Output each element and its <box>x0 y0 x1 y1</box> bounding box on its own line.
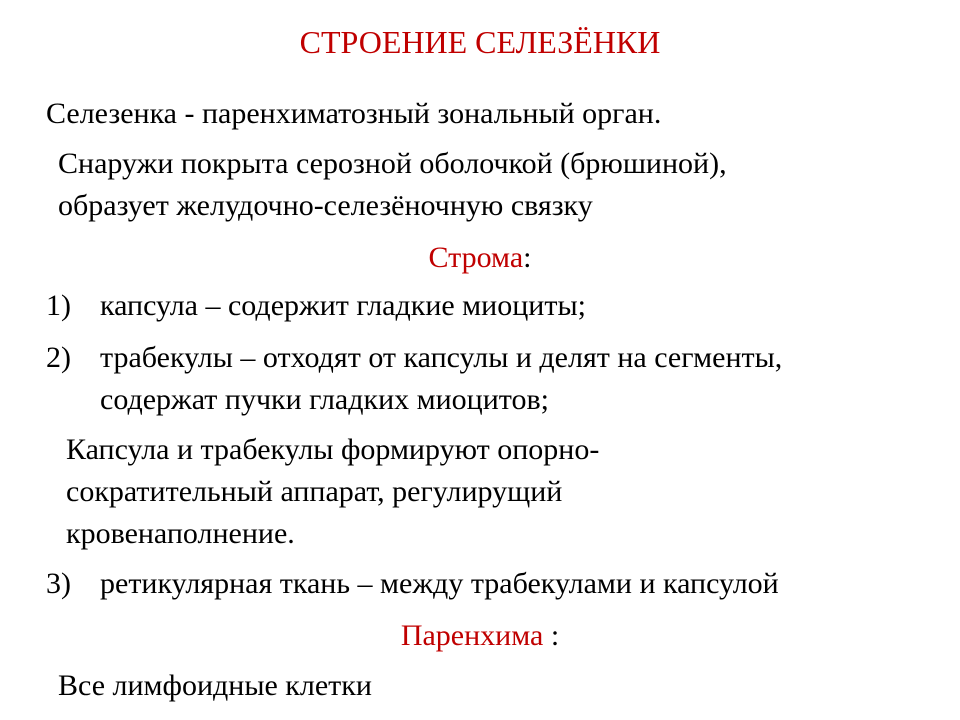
stroma-heading-colon: : <box>523 241 532 274</box>
parenchyma-heading <box>0 618 960 654</box>
capsule-text-line-1: Снаружи покрыта серозной оболочкой (брюшиной), <box>58 147 727 180</box>
list-item-2-line-2: содержат пучки гладких миоцитов; <box>100 383 550 416</box>
intro-text: Селезенка - паренхиматозный зональный орган. <box>46 97 662 130</box>
note-line-1: Капсула и трабекулы формируют опорно- <box>66 433 600 466</box>
parenchyma-heading-text: Паренхима <box>400 619 544 652</box>
list-item-1-line-1: капсула – содержит гладкие миоциты; <box>100 289 586 322</box>
stroma-heading-text: Строма <box>428 241 524 274</box>
note-line-3: кровенаполнение. <box>66 517 295 550</box>
note-line-2: сократительный аппарат, регулирущий <box>66 475 563 508</box>
list-item-3-line-1: ретикулярная ткань – между трабекулами и капсулой <box>100 567 779 600</box>
list-item-number-2: 2) <box>46 341 71 374</box>
parenchyma-heading-colon: : <box>543 619 560 652</box>
list-item-2-line-1: трабекулы – отходят от капсулы и делят на сегменты, <box>100 341 783 374</box>
last-line: Все лимфоидные клетки <box>58 669 372 702</box>
slide-title: СТРОЕНИЕ СЕЛЕЗЁНКИ <box>299 24 661 60</box>
list-item-number-1: 1) <box>46 289 71 322</box>
stroma-heading <box>0 240 960 276</box>
capsule-text-line-2: образует желудочно-селезёночную связку <box>58 189 593 222</box>
list-item-number-3: 3) <box>46 567 71 600</box>
